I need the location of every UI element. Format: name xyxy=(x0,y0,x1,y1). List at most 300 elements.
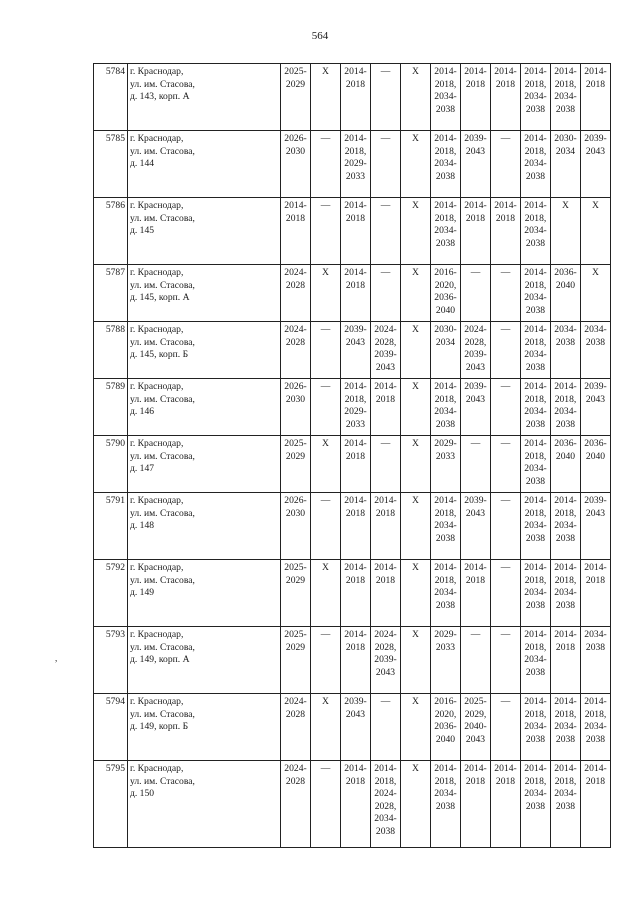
period-cell xyxy=(401,436,431,493)
row-number: 5790 xyxy=(94,436,128,493)
period-line: 2014- xyxy=(494,200,517,211)
period-cell xyxy=(311,64,341,131)
period-line: 2018 xyxy=(495,212,516,224)
period-line: 2014- xyxy=(584,763,607,774)
period-line: 2034- xyxy=(554,788,577,800)
period-line: 2043 xyxy=(465,733,486,745)
period-cell xyxy=(521,694,551,761)
period-line: 2018 xyxy=(345,450,366,462)
address-line: ул. им. Стасова, xyxy=(130,145,195,157)
period-cell xyxy=(581,694,611,761)
period-line: 2014- xyxy=(464,66,487,77)
period-line: 2028, xyxy=(464,336,487,348)
address-line: ул. им. Стасова, xyxy=(130,336,195,348)
period-cell xyxy=(581,493,611,560)
period-cell xyxy=(581,64,611,131)
period-line: 2028 xyxy=(285,336,306,348)
period-line: 2018 xyxy=(375,574,396,586)
period-line: X xyxy=(412,696,419,707)
period-line: 2018 xyxy=(495,78,516,90)
period-line: 2014- xyxy=(554,66,577,77)
row-number: 5786 xyxy=(94,198,128,265)
period-cell xyxy=(461,265,491,322)
period-line: 2043 xyxy=(465,393,486,405)
period-line: 2039- xyxy=(584,133,607,144)
period-line: — xyxy=(320,133,331,144)
period-line: — xyxy=(470,267,481,278)
period-line: 2014- xyxy=(344,438,367,449)
period-line: 2034- xyxy=(434,788,457,800)
period-line: 2026- xyxy=(284,495,307,506)
period-line: 2036- xyxy=(434,721,457,733)
period-line: 2018 xyxy=(345,507,366,519)
period-line: 2029- xyxy=(434,629,457,640)
period-line: X xyxy=(412,562,419,573)
period-cell xyxy=(311,198,341,265)
period-line: 2018, xyxy=(434,393,457,405)
period-line: — xyxy=(500,629,511,640)
period-cell xyxy=(311,265,341,322)
period-cell xyxy=(371,761,401,848)
period-cell xyxy=(281,379,311,436)
period-line: 2018, xyxy=(554,574,577,586)
period-line: 2018, xyxy=(344,145,367,157)
period-cell xyxy=(371,627,401,694)
address-line: д. 145, корп. Б xyxy=(130,349,189,361)
table-row xyxy=(94,64,611,131)
period-line: 2033 xyxy=(435,641,456,653)
period-cell xyxy=(461,436,491,493)
period-cell xyxy=(401,265,431,322)
period-line: 2038 xyxy=(555,336,576,348)
period-line: — xyxy=(320,763,331,774)
row-number: 5792 xyxy=(94,560,128,627)
period-line: 2014- xyxy=(344,629,367,640)
period-cell xyxy=(521,379,551,436)
period-line: 2014- xyxy=(344,495,367,506)
period-line: 2040- xyxy=(464,721,487,733)
period-line: 2024- xyxy=(464,324,487,335)
period-cell xyxy=(341,694,371,761)
period-line: 2018, xyxy=(434,78,457,90)
period-line: 2038 xyxy=(525,800,546,812)
period-line: 2016- xyxy=(434,267,457,278)
period-line: 2014- xyxy=(554,495,577,506)
address-cell xyxy=(128,64,281,131)
period-cell xyxy=(401,131,431,198)
period-line: 2014- xyxy=(524,200,547,211)
table-row xyxy=(94,198,611,265)
address-line: ул. им. Стасова, xyxy=(130,507,195,519)
period-line: 2039- xyxy=(464,495,487,506)
table-row xyxy=(94,379,611,436)
period-line: 2034- xyxy=(554,91,577,103)
period-line: 2034- xyxy=(434,225,457,237)
period-line: — xyxy=(380,438,391,449)
period-line: 2018, xyxy=(524,775,547,787)
period-line: 2026- xyxy=(284,381,307,392)
period-line: 2038 xyxy=(525,418,546,430)
period-line: 2034- xyxy=(524,654,547,666)
period-cell xyxy=(311,379,341,436)
period-line: 2039- xyxy=(464,133,487,144)
period-cell xyxy=(431,627,461,694)
period-cell xyxy=(551,379,581,436)
period-line: 2024- xyxy=(284,696,307,707)
address-line: д. 150 xyxy=(130,788,155,800)
period-line: 2018, xyxy=(434,145,457,157)
period-cell xyxy=(281,265,311,322)
period-line: 2038 xyxy=(525,666,546,678)
period-cell xyxy=(401,761,431,848)
period-line: 2043 xyxy=(465,507,486,519)
period-line: 2028, xyxy=(374,800,397,812)
period-cell xyxy=(461,322,491,379)
period-cell xyxy=(461,694,491,761)
address-cell xyxy=(128,265,281,322)
period-line: 2038 xyxy=(435,170,456,182)
address-line: д. 149, корп. А xyxy=(130,654,190,666)
address-cell xyxy=(128,379,281,436)
address-line: ул. им. Стасова, xyxy=(130,393,195,405)
period-line: 2043 xyxy=(375,361,396,373)
period-line: 2018 xyxy=(345,212,366,224)
period-line: 2034- xyxy=(434,587,457,599)
period-cell xyxy=(581,265,611,322)
period-cell xyxy=(551,436,581,493)
row-number: 5784 xyxy=(94,64,128,131)
period-cell xyxy=(581,198,611,265)
period-line: 2014- xyxy=(584,66,607,77)
period-line: 2034- xyxy=(524,349,547,361)
period-cell xyxy=(491,493,521,560)
row-number: 5791 xyxy=(94,493,128,560)
period-line: — xyxy=(500,696,511,707)
row-number: 5787 xyxy=(94,265,128,322)
period-line: 2018, xyxy=(524,641,547,653)
period-line: 2034 xyxy=(435,336,456,348)
period-line: — xyxy=(380,200,391,211)
address-line: г. Краснодар, xyxy=(130,629,184,640)
period-line: 2018, xyxy=(434,574,457,586)
table-row xyxy=(94,436,611,493)
period-line: 2040 xyxy=(555,450,576,462)
period-cell xyxy=(401,560,431,627)
period-line: — xyxy=(320,324,331,335)
address-line: г. Краснодар, xyxy=(130,66,184,77)
period-cell xyxy=(371,131,401,198)
period-line: 2014- xyxy=(344,133,367,144)
period-cell xyxy=(491,64,521,131)
period-line: 2038 xyxy=(555,599,576,611)
period-line: 2028 xyxy=(285,775,306,787)
period-line: — xyxy=(380,66,391,77)
period-line: 2034- xyxy=(524,463,547,475)
period-line: — xyxy=(320,200,331,211)
period-line: 2039- xyxy=(464,349,487,361)
period-cell xyxy=(401,379,431,436)
address-line: ул. им. Стасова, xyxy=(130,775,195,787)
period-line: 2014- xyxy=(554,562,577,573)
period-line: 2018 xyxy=(345,775,366,787)
period-line: 2034- xyxy=(434,158,457,170)
period-line: X xyxy=(322,267,329,278)
period-cell xyxy=(491,322,521,379)
period-line: 2030 xyxy=(285,507,306,519)
period-line: 2029- xyxy=(344,406,367,418)
period-cell xyxy=(311,627,341,694)
period-cell xyxy=(491,761,521,848)
period-line: 2018, xyxy=(524,708,547,720)
period-cell xyxy=(581,761,611,848)
period-line: 2018, xyxy=(524,507,547,519)
address-cell xyxy=(128,436,281,493)
period-line: 2014- xyxy=(524,324,547,335)
period-cell xyxy=(341,379,371,436)
period-line: 2043 xyxy=(585,393,606,405)
period-cell xyxy=(521,436,551,493)
period-line: 2043 xyxy=(345,708,366,720)
address-line: д. 145 xyxy=(130,225,155,237)
period-line: 2018 xyxy=(465,574,486,586)
period-line: — xyxy=(320,495,331,506)
address-line: ул. им. Стасова, xyxy=(130,574,195,586)
period-cell xyxy=(281,322,311,379)
period-line: 2039- xyxy=(584,495,607,506)
address-line: д. 149 xyxy=(130,587,155,599)
period-cell xyxy=(431,436,461,493)
period-line: 2018, xyxy=(524,279,547,291)
period-line: 2026- xyxy=(284,133,307,144)
period-cell xyxy=(281,131,311,198)
period-cell xyxy=(461,379,491,436)
address-cell xyxy=(128,322,281,379)
period-line: 2038 xyxy=(435,237,456,249)
period-line: X xyxy=(412,66,419,77)
repair-schedule-table xyxy=(93,63,611,848)
period-line: 2014- xyxy=(584,562,607,573)
period-line: 2038 xyxy=(585,641,606,653)
period-line: 2018, xyxy=(434,775,457,787)
period-line: — xyxy=(320,629,331,640)
period-line: 2014- xyxy=(434,133,457,144)
period-line: 2043 xyxy=(345,336,366,348)
address-line: д. 146 xyxy=(130,406,155,418)
period-line: 2018, xyxy=(554,393,577,405)
address-line: г. Краснодар, xyxy=(130,562,184,573)
period-line: 2018, xyxy=(434,507,457,519)
period-cell xyxy=(281,694,311,761)
period-line: 2018 xyxy=(465,775,486,787)
period-cell xyxy=(401,627,431,694)
address-cell xyxy=(128,493,281,560)
address-line: г. Краснодар, xyxy=(130,438,184,449)
period-line: 2018 xyxy=(585,775,606,787)
address-cell xyxy=(128,694,281,761)
period-cell xyxy=(491,627,521,694)
period-line: 2020, xyxy=(434,708,457,720)
period-line: X xyxy=(322,66,329,77)
period-cell xyxy=(461,131,491,198)
period-line: — xyxy=(500,562,511,573)
period-line: 2018, xyxy=(524,145,547,157)
address-line: д. 148 xyxy=(130,520,155,532)
period-line: 2018 xyxy=(375,393,396,405)
address-line: г. Краснодар, xyxy=(130,267,184,278)
period-line: 2030 xyxy=(285,393,306,405)
address-line: г. Краснодар, xyxy=(130,495,184,506)
period-cell xyxy=(461,198,491,265)
period-line: 2038 xyxy=(525,733,546,745)
period-line: 2014- xyxy=(344,267,367,278)
period-line: 2014- xyxy=(344,763,367,774)
period-line: 2036- xyxy=(554,267,577,278)
period-line: 2016- xyxy=(434,696,457,707)
period-line: 2033 xyxy=(345,418,366,430)
period-line: 2014- xyxy=(554,696,577,707)
period-line: 2034- xyxy=(434,406,457,418)
period-cell xyxy=(581,627,611,694)
period-line: 2018, xyxy=(554,78,577,90)
period-line: 2038 xyxy=(525,103,546,115)
period-line: 2014- xyxy=(494,763,517,774)
period-line: 2018, xyxy=(554,775,577,787)
address-line: д. 144 xyxy=(130,158,155,170)
period-line: 2043 xyxy=(585,507,606,519)
period-line: X xyxy=(412,133,419,144)
period-line: X xyxy=(322,562,329,573)
period-line: 2040 xyxy=(435,733,456,745)
period-line: 2034- xyxy=(554,520,577,532)
row-number: 5795 xyxy=(94,761,128,848)
address-line: ул. им. Стасова, xyxy=(130,279,195,291)
period-line: 2038 xyxy=(435,599,456,611)
period-line: X xyxy=(412,381,419,392)
period-cell xyxy=(461,493,491,560)
period-line: 2034 xyxy=(555,145,576,157)
address-line: д. 149, корп. Б xyxy=(130,721,189,733)
address-cell xyxy=(128,761,281,848)
period-line: — xyxy=(500,133,511,144)
period-cell xyxy=(521,493,551,560)
table-row xyxy=(94,560,611,627)
period-line: 2014- xyxy=(494,66,517,77)
period-line: 2038 xyxy=(375,825,396,837)
period-line: 2024- xyxy=(284,267,307,278)
period-line: 2018, xyxy=(554,507,577,519)
period-cell xyxy=(521,64,551,131)
address-line: ул. им. Стасова, xyxy=(130,641,195,653)
period-line: 2018, xyxy=(524,212,547,224)
period-line: 2034- xyxy=(524,158,547,170)
period-line: 2018 xyxy=(465,212,486,224)
row-number: 5785 xyxy=(94,131,128,198)
period-cell xyxy=(401,322,431,379)
period-line: 2038 xyxy=(525,237,546,249)
period-line: 2034- xyxy=(524,225,547,237)
period-cell xyxy=(581,436,611,493)
period-cell xyxy=(431,265,461,322)
period-line: 2043 xyxy=(465,145,486,157)
period-line: X xyxy=(322,696,329,707)
period-line: 2018, xyxy=(524,336,547,348)
period-cell xyxy=(371,560,401,627)
period-cell xyxy=(581,379,611,436)
period-line: 2018, xyxy=(344,393,367,405)
period-cell xyxy=(521,761,551,848)
table-row xyxy=(94,493,611,560)
period-line: 2014- xyxy=(554,763,577,774)
period-cell xyxy=(431,64,461,131)
period-cell xyxy=(371,379,401,436)
table-row xyxy=(94,761,611,848)
period-line: 2043 xyxy=(375,666,396,678)
address-line: ул. им. Стасова, xyxy=(130,78,195,90)
period-line: 2038 xyxy=(435,800,456,812)
period-cell xyxy=(521,131,551,198)
address-line: д. 143, корп. А xyxy=(130,91,190,103)
period-line: X xyxy=(412,324,419,335)
period-cell xyxy=(281,493,311,560)
period-line: 2040 xyxy=(435,304,456,316)
period-line: 2014- xyxy=(554,629,577,640)
period-line: 2028 xyxy=(285,279,306,291)
period-line: 2024- xyxy=(284,324,307,335)
period-cell xyxy=(521,627,551,694)
address-line: д. 145, корп. А xyxy=(130,292,190,304)
period-line: — xyxy=(500,324,511,335)
period-line: 2029 xyxy=(285,574,306,586)
period-cell xyxy=(461,627,491,694)
period-line: 2038 xyxy=(525,304,546,316)
period-cell xyxy=(311,322,341,379)
period-line: 2036- xyxy=(434,292,457,304)
period-line: 2034- xyxy=(524,406,547,418)
period-line: 2025- xyxy=(284,629,307,640)
period-line: — xyxy=(470,438,481,449)
period-cell xyxy=(281,627,311,694)
period-line: 2036- xyxy=(584,438,607,449)
period-line: 2025- xyxy=(284,66,307,77)
address-cell xyxy=(128,627,281,694)
period-cell xyxy=(311,560,341,627)
period-cell xyxy=(521,265,551,322)
address-line: г. Краснодар, xyxy=(130,696,184,707)
period-line: 2038 xyxy=(555,800,576,812)
period-line: X xyxy=(412,629,419,640)
period-line: — xyxy=(380,267,391,278)
period-line: X xyxy=(592,267,599,278)
period-cell xyxy=(281,436,311,493)
period-line: X xyxy=(412,267,419,278)
period-cell xyxy=(371,64,401,131)
period-line: 2025- xyxy=(284,562,307,573)
period-line: 2029- xyxy=(434,438,457,449)
period-line: 2014- xyxy=(434,381,457,392)
address-line: г. Краснодар, xyxy=(130,133,184,144)
period-line: 2034- xyxy=(524,292,547,304)
period-line: 2038 xyxy=(435,532,456,544)
address-line: ул. им. Стасова, xyxy=(130,212,195,224)
period-cell xyxy=(341,265,371,322)
period-cell xyxy=(281,560,311,627)
period-line: 2014- xyxy=(464,562,487,573)
period-line: 2014- xyxy=(554,381,577,392)
period-line: 2014- xyxy=(284,200,307,211)
period-line: 2034- xyxy=(434,91,457,103)
period-line: 2038 xyxy=(435,103,456,115)
period-line: 2034- xyxy=(584,721,607,733)
